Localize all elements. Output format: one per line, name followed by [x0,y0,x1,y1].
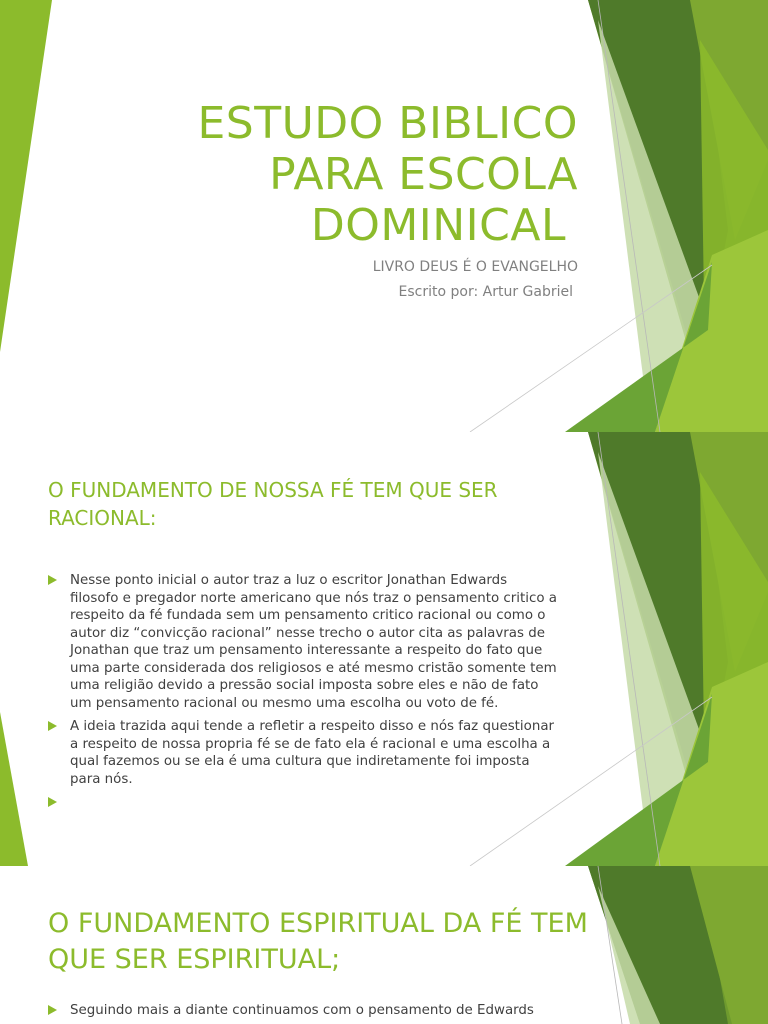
triangle-bullet-icon [48,1005,57,1015]
subtitle-author: Escrito por: Artur Gabriel [398,284,573,300]
triangle-bullet-icon [48,797,57,807]
bullet-list [48,1002,558,1024]
slide-title-heading [78,98,578,251]
bullet-text: Nesse ponto inicial o autor traz a luz o escritor Jonathan Edwards filosofo e pregador norte americano que nós traz o pensamento critico a respeito da fé fundada sem um pensamento critico racional ou como o autor diz “convicção racional” nesse trecho o autor cita as palavras de Jonathan que traz um pensamento interessante a respeito do fato que uma parte considerada dos religiosos e até mesmo cristão somente tem uma religião devido a pressão social imposta sobre eles e não de fato um pensamento racional ou mesmo uma escolha ou voto de fé. [70,573,557,711]
list-item [48,718,558,788]
title-line-3: DOMINICAL [310,200,566,251]
bullet-list [48,572,558,818]
list-item [48,794,558,812]
slide-heading: O FUNDAMENTO DE NOSSA FÉ TEM QUE SER RACIONAL: [48,478,498,530]
slide-content-2 [0,866,768,1024]
slide-heading: O FUNDAMENTO ESPIRITUAL DA FÉ TEM QUE SER ESPIRITUAL; [48,908,588,975]
triangle-bullet-icon [48,575,57,585]
subtitle-book: LIVRO DEUS É O EVANGELHO [372,259,578,275]
list-item [48,1002,558,1020]
title-line-2: PARA ESCOLA [269,149,578,200]
triangle-bullet-icon [48,721,57,731]
slide-content-1 [0,432,768,866]
bullet-text: Seguindo mais a diante continuamos com o pensamento de Edwards [70,1003,534,1018]
bullet-text: A ideia trazida aqui tende a refletir a respeito disso e nós faz questionar a respeito de nossa propria fé se de fato ela é racional e uma escolha a qual fazemos ou se ela é uma cultura que indiretamente foi imposta para nós. [70,719,555,787]
title-line-1: ESTUDO BIBLICO [197,98,578,149]
list-item [48,572,558,712]
slide-title [0,0,768,432]
